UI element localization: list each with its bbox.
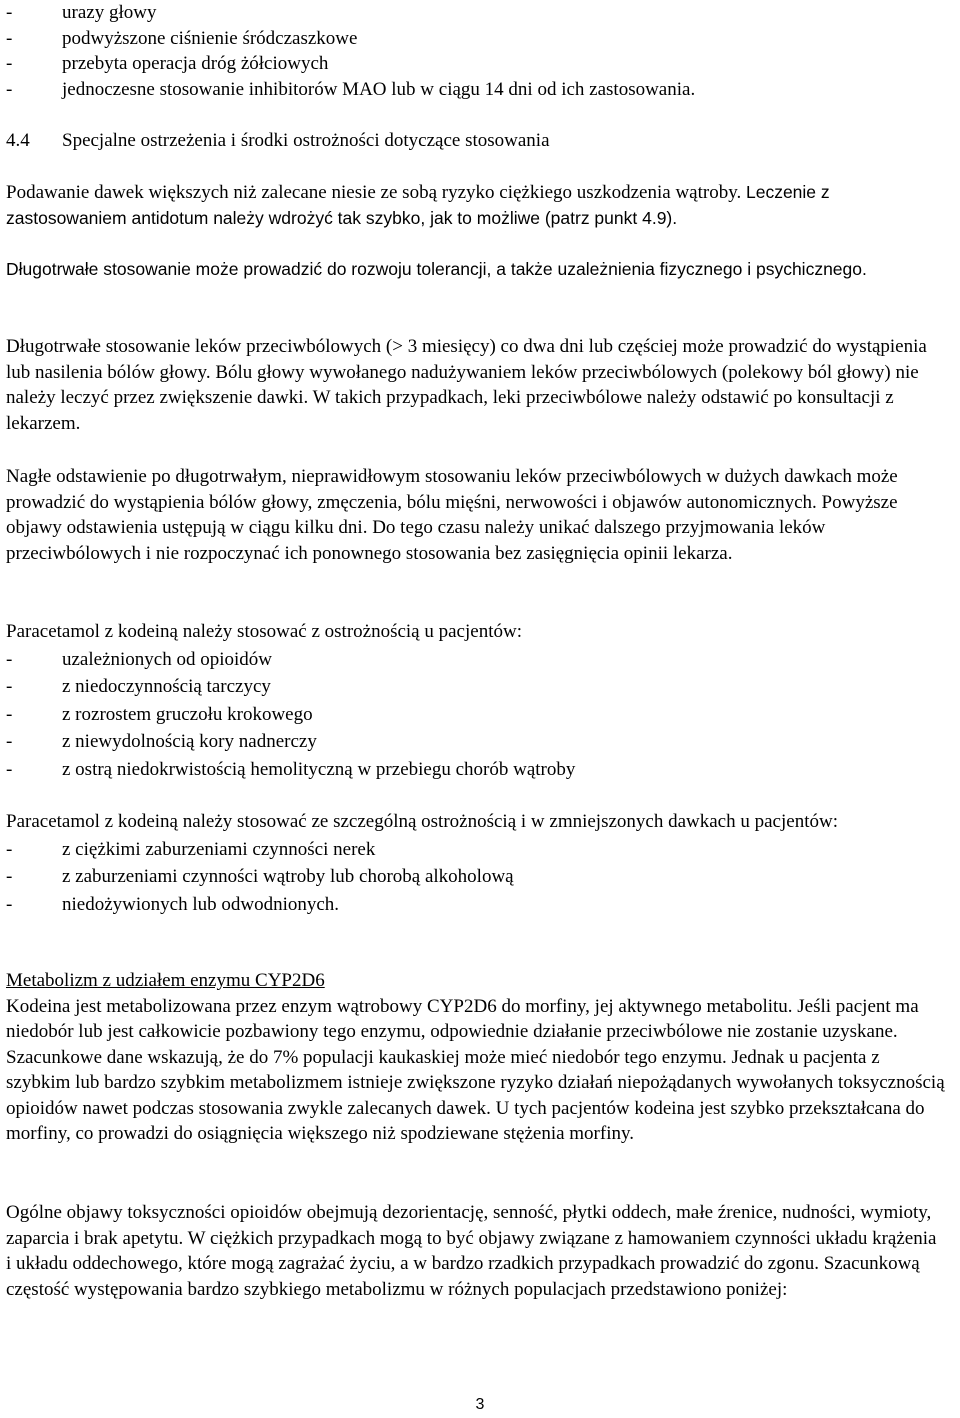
list-item-text: uzależnionych od opioidów xyxy=(62,648,273,670)
overdose-text: Podawanie dawek większych niż zalecane niesie ze sobą ryzyko ciężkiego uszkodzenia wątroby. xyxy=(6,182,742,203)
special-caution-intro: Paracetamol z kodeiną należy stosować ze szczególną ostrożnością i w zmniejszonych dawkach u pacjentów: xyxy=(6,811,838,832)
section-heading xyxy=(6,128,946,154)
list-item-text: przebyta operacja dróg żółciowych xyxy=(62,53,329,74)
list-item-text: z rozrostem gruczołu krokowego xyxy=(62,703,313,725)
list-item: - uzależnionych od opioidów xyxy=(6,647,946,673)
list-item: - niedożywionych lub odwodnionych. xyxy=(6,892,946,918)
section-number: 4.4 xyxy=(6,130,30,151)
list-item: - z niewydolnością kory nadnerczy xyxy=(6,729,946,755)
cyp2d6-heading: Metabolizm z udziałem enzymu CYP2D6 xyxy=(6,970,325,991)
overdose-paragraph xyxy=(6,180,946,231)
withdrawal-paragraph: Nagłe odstawienie po długotrwałym, nieprawidłowym stosowaniu leków przeciwbólowych w dużych dawkach może prowadzić do wystąpienia bólów głowy, zmęczenia, bólu mięśni, nerwowości i objawów autonomicznych. Powyższe objawy odstawienia ustępują w ciągu kilku dni. Do tego czasu należy unikać dalszego przyjmowania leków przeciwbólowych i nie rozpoczynać ich ponownego stosowania bez zasięgnięcia opinii lekarza. xyxy=(6,466,898,564)
cyp2d6-text: Kodeina jest metabolizowana przez enzym wątrobowy CYP2D6 do morfiny, jej aktywnego metabolitu. Jeśli pacjent ma niedobór lub jest całkowicie pozbawiony tego enzymu, odpowiednie działanie przeciwbólowe nie zostanie uzyskane. Szacunkowe dane wskazują, że do 7% populacji kaukaskiej może mieć niedobór tego enzymu. Jednak u pacjenta z szybkim lub bardzo szybkim metabolizmem istnieje zwiększone ryzyko działań niepożądanych wywołanych toksycznością opioidów nawet podczas stosowania zwykle zalecanych dawek. U tych pacjentów kodeina jest szybko przekształcana do morfiny, co prowadzi do osiągnięcia większego niż spodziewane stężenia morfiny. xyxy=(6,995,945,1144)
list-item: - z zaburzeniami czynności wątroby lub chorobą alkoholową xyxy=(6,864,946,890)
cyp2d6-section xyxy=(6,968,946,1147)
list-item: - z ciężkimi zaburzeniami czynności nerek xyxy=(6,837,946,863)
list-item: - z ostrą niedokrwistością hemolityczną w przebiegu chorób wątroby xyxy=(6,757,946,783)
opioid-toxicity-paragraph: Ogólne objawy toksyczności opioidów obejmują dezorientację, senność, płytki oddech, małe źrenice, nudności, wymioty, zaparcia i brak apetytu. W ciężkich przypadkach mogą to być objawy związane z hamowaniem czynności układu krążenia i układu oddechowego, które mogą zagrażać życiu, a w bardzo rzadkich przypadkach prowadzić do zgonu. Szacunkową częstość występowania bardzo szybkiego metabolizmu w różnych populacjach przedstawiono poniżej: xyxy=(6,1202,937,1300)
page-number: 3 xyxy=(475,1396,485,1413)
list-item-text: niedożywionych lub odwodnionych. xyxy=(62,893,340,915)
caution-section xyxy=(6,619,946,782)
list-item: - podwyższone ciśnienie śródczaszkowe xyxy=(6,26,946,52)
list-item: - jednoczesne stosowanie inhibitorów MAO lub w ciągu 14 dni od ich zastosowania. xyxy=(6,77,946,103)
list-item: - przebyta operacja dróg żółciowych xyxy=(6,51,946,77)
list-item: - urazy głowy xyxy=(6,0,946,26)
list-item-text: z ostrą niedokrwistością hemolityczną w przebiegu chorób wątroby xyxy=(62,758,576,780)
headache-paragraph: Długotrwałe stosowanie leków przeciwbólowych (> 3 miesięcy) co dwa dni lub częściej może prowadzić do wystąpienia lub nasilenia bólów głowy. Bólu głowy wywołanego nadużywaniem leków przeciwbólowych (polekowy ból głowy) nie należy leczyć przez zwiększenie dawki. W takich przypadkach, leki przeciwbólowe należy odstawić po konsultacji z lekarzem. xyxy=(6,336,927,434)
antidote-text: Leczenie z zastosowaniem antidotum należy wdrożyć tak szybko, jak to możliwe (patrz punkt 4.9). xyxy=(6,182,830,228)
list-item-text: urazy głowy xyxy=(62,2,157,23)
caution-intro: Paracetamol z kodeiną należy stosować z ostrożnością u pacjentów: xyxy=(6,621,522,642)
list-item-text: z niedoczynnością tarczycy xyxy=(62,676,271,697)
list-item: - z rozrostem gruczołu krokowego xyxy=(6,702,946,728)
top-risk-list xyxy=(6,0,946,102)
list-item-text: z niewydolnością kory nadnerczy xyxy=(62,731,317,752)
list-item: - z niedoczynnością tarczycy xyxy=(6,674,946,700)
section-title: Specjalne ostrzeżenia i środki ostrożności dotyczące stosowania xyxy=(62,130,550,151)
tolerance-paragraph: Długotrwałe stosowanie może prowadzić do rozwoju tolerancji, a także uzależnienia fizycznego i psychicznego. xyxy=(6,259,867,279)
list-item-text: jednoczesne stosowanie inhibitorów MAO lub w ciągu 14 dni od ich zastosowania. xyxy=(62,78,696,100)
list-item-text: z zaburzeniami czynności wątroby lub chorobą alkoholową xyxy=(62,866,514,887)
list-item-text: z ciężkimi zaburzeniami czynności nerek xyxy=(62,838,376,860)
list-item-text: podwyższone ciśnienie śródczaszkowe xyxy=(62,27,358,49)
special-caution-section xyxy=(6,809,946,917)
